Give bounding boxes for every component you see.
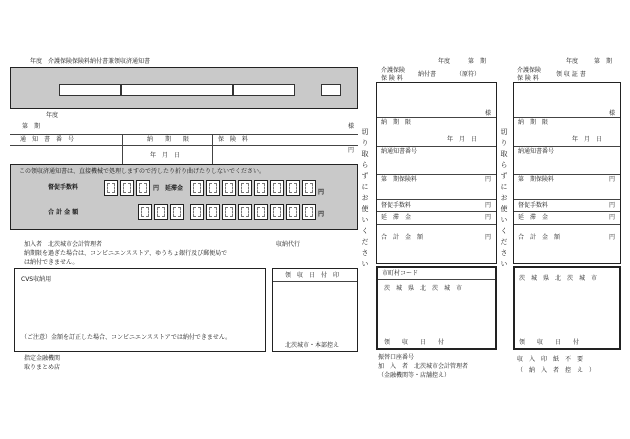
ocr-field-3 (233, 84, 295, 96)
mid-form-upper (376, 82, 497, 264)
perforation-text-2: 切り取らずにお使いください (500, 128, 508, 271)
mid-nouki: 納 期 限 (381, 119, 412, 126)
mid-nouki-date: 年 月 日 (447, 136, 478, 143)
left-nouki-date: 年 月 日 (150, 152, 181, 159)
right-title-a: 介護保険 (517, 67, 542, 74)
goukei-digit-8 (254, 204, 268, 220)
entaikin-digit-1 (190, 180, 204, 196)
perforation-text-1: 切り取らずにお使いください (361, 128, 369, 271)
mid-kanyusha: 加 入 者 北茨城市会計管理者 (378, 363, 469, 370)
right-title-c: 領 収 証 書 (556, 71, 586, 78)
right-sama: 様 (609, 110, 616, 117)
right-tokusoku-yen: 円 (609, 202, 616, 209)
left-ocr-band (10, 67, 358, 109)
mid-goukei: 合 計 金 額 (381, 234, 424, 241)
mid-entaikin-yen: 円 (485, 214, 492, 221)
mid-line-4 (377, 199, 496, 200)
right-line-4 (514, 199, 620, 200)
right-dai-ki: 第 期 (594, 58, 613, 65)
mid-goukei-yen: 円 (485, 234, 492, 241)
tokusoku-digit-3 (136, 180, 150, 196)
entaikin-digit-3 (222, 180, 236, 196)
mid-dai-ki: 第 期 (468, 58, 487, 65)
right-city-name: 茨 城 県 北 茨 城 市 (519, 275, 598, 282)
goukei-digit-9 (270, 204, 284, 220)
goukei-digit-6 (222, 204, 236, 220)
left-dai-ki: 第 期 (22, 123, 41, 130)
mid-furikae: 振替口座番号 (378, 354, 415, 361)
mid-title-a: 介護保険 (381, 67, 406, 74)
right-entaikin: 延 滞 金 (518, 214, 549, 221)
left-notice: この領収済通知書は、直接機械で処理しますので汚したり折り曲げたりしないでください。 (19, 168, 266, 175)
left-torimatome: 取りまとめ店 (24, 364, 61, 371)
cvs-label: CVS収納用 (21, 276, 52, 283)
mid-city-code-line (378, 279, 495, 280)
entaikin-digit-7 (286, 180, 300, 196)
left-hokenryo-yen: 円 (348, 147, 355, 154)
mid-ki-hokenryo-yen: 円 (485, 176, 492, 183)
goukei-label: 合 計 金 額 (48, 209, 79, 216)
right-line-2 (514, 146, 620, 147)
right-tsuchisho: 納通知書番号 (518, 148, 555, 155)
mid-title-c: 納付書 (418, 71, 437, 78)
left-note-line1: 納期限を過ぎた場合は、コンビニエンスストア、ゆうちょ銀行及び郵便局で (24, 250, 228, 257)
ocr-field-2 (121, 84, 233, 96)
right-shunyu-inshi: 収 入 印 紙 不 要 (517, 356, 584, 363)
left-table-vline-2 (212, 134, 213, 164)
left-table-vline-1 (122, 134, 123, 164)
right-tokusoku: 督促手数料 (518, 202, 549, 209)
mid-tokusoku: 督促手数料 (381, 202, 412, 209)
right-form-upper (513, 82, 621, 264)
mid-bank-copy: （金融機関等・店舗控え） (378, 372, 451, 379)
mid-ryoshu: 領 収 日 付 (384, 339, 445, 346)
goukei-digit-3 (170, 204, 184, 220)
right-goukei: 合 計 金 額 (518, 234, 561, 241)
right-nouki: 納 期 限 (518, 119, 549, 126)
goukei-digit-7 (238, 204, 252, 220)
right-ki-hokenryo-yen: 円 (609, 176, 616, 183)
goukei-digit-1 (138, 204, 152, 220)
mid-line-5 (377, 211, 496, 212)
mid-city-name: 茨 城 県 北 茨 城 市 (384, 285, 463, 292)
left-header-nouki: 納 期 限 (147, 136, 190, 143)
mid-city-box (376, 266, 497, 350)
left-title: 年度 介護保険保険料納付書兼領収済通知書 (30, 58, 151, 65)
left-nendo: 年度 (46, 112, 59, 119)
mid-nendo: 年度 (438, 58, 451, 65)
left-table-top-line (10, 134, 358, 135)
right-title-b: 保 険 料 (517, 75, 539, 82)
left-table-mid-line (10, 145, 358, 146)
left-shitei-kikan: 指定金融機関 (24, 355, 61, 362)
left-ryoshu-stamp-line (273, 281, 357, 282)
left-kanyusha: 加入者 北茨城市会計管理者 (24, 241, 103, 248)
left-shuno-dairi: 収納代行 (276, 241, 301, 248)
cvs-caution: （ご注意）金額を訂正した場合、コンビニエンスストアでは納付できません。 (21, 334, 232, 341)
entaikin-digit-4 (238, 180, 252, 196)
mid-entaikin: 延 滞 金 (381, 214, 412, 221)
entaikin-yen: 円 (318, 189, 325, 196)
right-line-6 (514, 224, 620, 225)
entaikin-digit-2 (206, 180, 220, 196)
right-entaikin-yen: 円 (609, 214, 616, 221)
goukei-digit-10 (286, 204, 300, 220)
left-header-hokenryo: 保 険 料 (218, 136, 249, 143)
mid-line-3 (377, 174, 496, 175)
mid-line-2 (377, 146, 496, 147)
entaikin-digit-6 (270, 180, 284, 196)
right-goukei-yen: 円 (609, 234, 616, 241)
cvs-box (14, 268, 266, 352)
entaikin-digit-8 (302, 180, 316, 196)
ocr-field-1 (59, 84, 121, 96)
goukei-digit-2 (154, 204, 168, 220)
right-nouki-date: 年 月 日 (572, 136, 603, 143)
right-line-1 (514, 117, 620, 118)
tokusoku-digit-1 (104, 180, 118, 196)
left-sama: 様 (348, 123, 355, 130)
entaikin-label: 延滞金 (165, 185, 184, 192)
left-ryoshu-stamp-label: 領 収 日 付 印 (285, 272, 340, 279)
left-ryoshu-stamp-box (272, 268, 358, 352)
mid-line-6 (377, 224, 496, 225)
left-amount-area (10, 164, 358, 230)
right-city-box (513, 266, 621, 350)
left-city-copy: 北茨城市・本部控え (285, 342, 340, 349)
right-ryoshu: 領 収 日 付 (519, 339, 580, 346)
right-nonyusha-copy: （ 納 入 者 控 え ） (517, 367, 596, 374)
mid-city-code: 市町村コード (382, 270, 419, 277)
right-line-3 (514, 174, 620, 175)
mid-genpu: （原符） (456, 71, 481, 78)
right-ki-hokenryo: 第 期保険料 (518, 176, 555, 183)
mid-tsuchisho: 納通知書番号 (381, 148, 418, 155)
right-nendo: 年度 (566, 58, 579, 65)
ocr-field-4 (321, 84, 341, 96)
left-header-tsuchisho: 通 知 書 番 号 (20, 136, 75, 143)
tokusoku-yen: 円 (153, 185, 160, 192)
mid-ki-hokenryo: 第 期保険料 (381, 176, 418, 183)
tokusoku-digit-2 (120, 180, 134, 196)
tokusoku-label: 督促手数料 (48, 184, 79, 191)
goukei-digit-11 (302, 204, 316, 220)
mid-title-b: 保 険 料 (381, 75, 403, 82)
goukei-yen: 円 (318, 211, 325, 218)
mid-sama: 様 (485, 110, 492, 117)
entaikin-digit-5 (254, 180, 268, 196)
left-note-line2: は納付できません。 (24, 259, 79, 266)
mid-tokusoku-yen: 円 (485, 202, 492, 209)
right-line-5 (514, 211, 620, 212)
goukei-digit-4 (190, 204, 204, 220)
mid-line-1 (377, 117, 496, 118)
goukei-digit-5 (206, 204, 220, 220)
